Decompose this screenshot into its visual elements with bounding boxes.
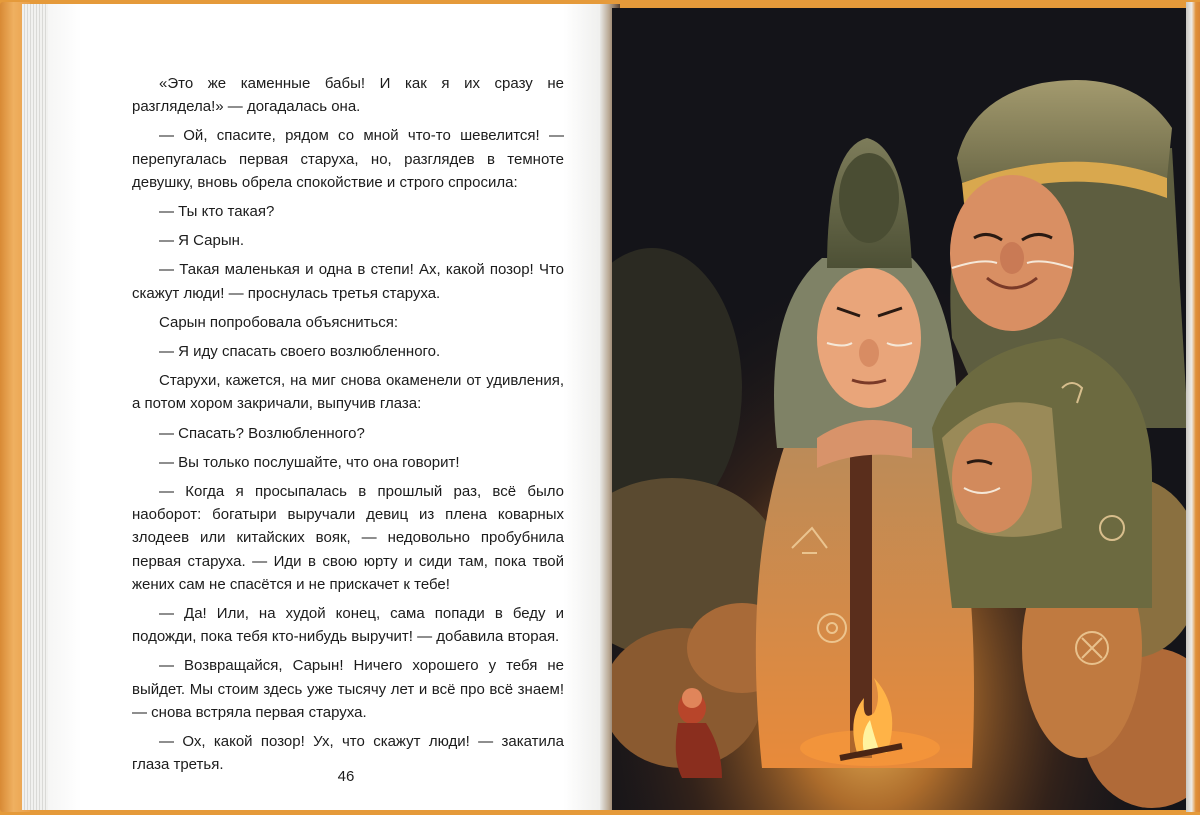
page-text xyxy=(132,72,564,782)
paragraph: — Да! Или, на худой конец, сама попади в беду и подожди, пока тебя кто-нибудь выручит! — добавила вторая. xyxy=(132,605,564,646)
third-old-woman xyxy=(932,338,1152,608)
paragraph: Сарын попробовала объясниться: xyxy=(159,313,399,331)
illustration-page xyxy=(612,8,1188,810)
paragraph: — Возвращайся, Сарын! Ничего хорошего у тебя не выйдет. Мы стоим здесь уже тысячу лет и всё про всё знаем! — снова встряла первая старуха. xyxy=(132,657,564,721)
paragraph: — Когда я просыпалась в прошлый раз, всё было наоборот: богатыри выручали девиц из плена коварных злодеев или китайских вояк, — недовольно пробубнила первая старуха. — Иди в свою юрту и сиди там, пока твой жених сам не спасётся и не прискачет к тебе! xyxy=(132,483,564,593)
three-stone-old-women-illustration xyxy=(612,8,1188,810)
paragraph: — Такая маленькая и одна в степи! Ах, какой позор! Что скажут люди! — проснулась третья старуха. xyxy=(132,261,564,302)
paragraph: — Я Сарын. xyxy=(159,232,245,250)
paragraph: — Ой, спасите, рядом со мной что-то шевелится! — перепугалась первая старуха, но, разглядев в темноте девушку, вновь обрела спокойствие и строго спросила: xyxy=(132,127,564,191)
book-cover-edge-right xyxy=(1186,2,1200,812)
paragraph: «Это же каменные бабы! И как я их сразу не разглядела!» — догадалась она. xyxy=(132,75,564,116)
paragraph: Старухи, кажется, на миг снова окаменели от удивления, а потом хором закричали, выпучив глаза: xyxy=(132,372,564,413)
paragraph: — Ты кто такая? xyxy=(159,203,275,221)
page-number: 46 xyxy=(337,768,355,785)
paragraph: — Вы только послушайте, что она говорит! xyxy=(159,453,460,471)
paragraph: — Ох, какой позор! Ух, что скажут люди! — закатила глаза третья. xyxy=(132,733,564,774)
paragraph: — Спасать? Возлюбленного? xyxy=(159,424,365,442)
paragraph: — Я иду спасать своего возлюбленного. xyxy=(159,343,441,361)
